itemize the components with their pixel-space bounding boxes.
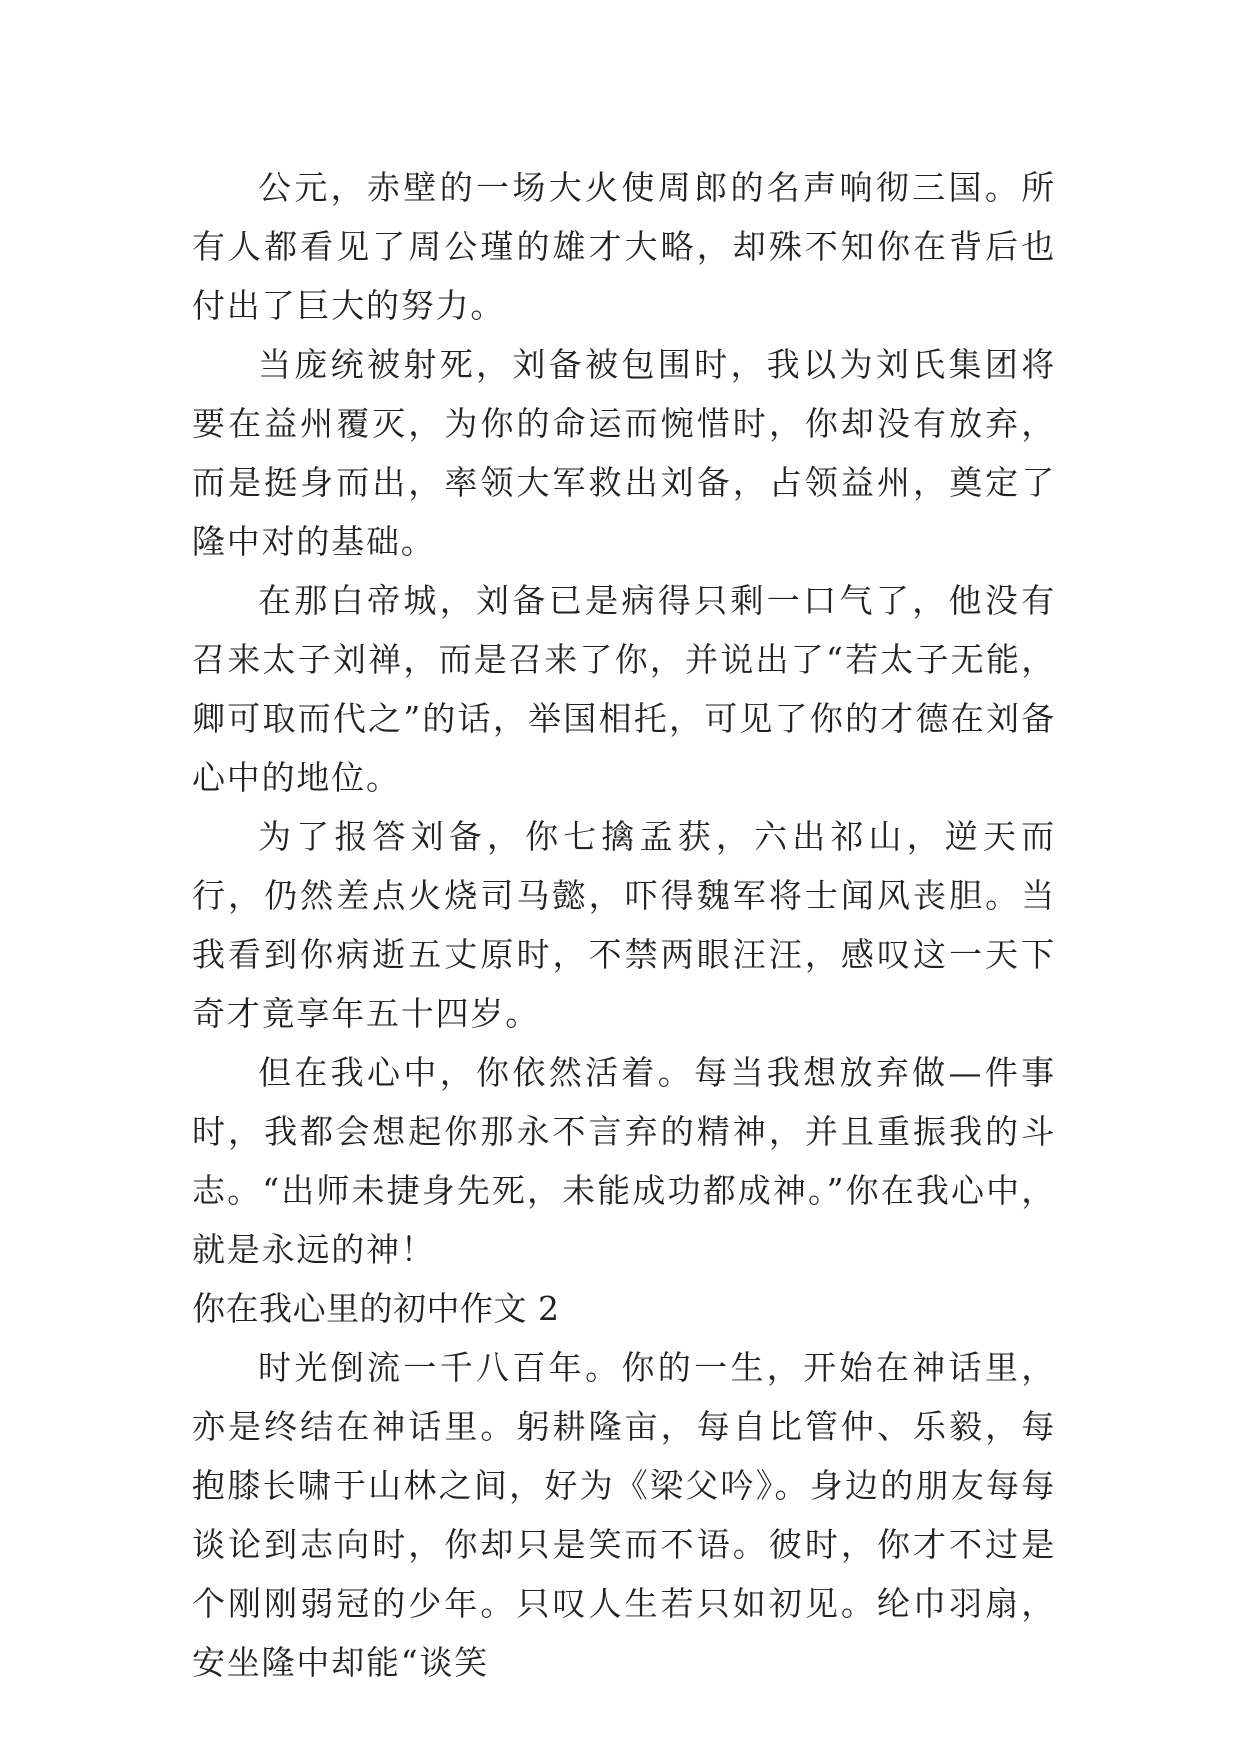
paragraph: 为了报答刘备，你七擒孟获，六出祁山，逆天而行，仍然差点火烧司马懿，吓得魏军将士闻风丧胆。当我看到你病逝五丈原时，不禁两眼汪汪，感叹这一天下奇才竟享年五十四岁。 bbox=[192, 817, 1056, 1033]
paragraph: 时光倒流一千八百年。你的一生，开始在神话里，亦是终结在神话里。躬耕隆亩，每自比管仲、乐毅，每抱膝长啸于山林之间，好为《梁父吟》。身边的朋友每每谈论到志向时，你却只是笑而不语。彼时，你才不过是个刚刚弱冠的少年。只叹人生若只如初见。纶巾羽扇，安坐隆中却能“谈笑 bbox=[192, 1348, 1056, 1682]
paragraph: 公元，赤壁的一场大火使周郎的名声响彻三国。所有人都看见了周公瑾的雄才大略，却殊不知你在背后也付出了巨大的努力。 bbox=[192, 168, 1056, 325]
paragraph: 但在我心中，你依然活着。每当我想放弃做—件事时，我都会想起你那永不言弃的精神，并且重振我的斗志。“出师未捷身先死，未能成功都成神。”你在我心中，就是永远的神！ bbox=[192, 1053, 1056, 1269]
document-page bbox=[192, 158, 1056, 1692]
essay-heading: 你在我心里的初中作文 2 bbox=[192, 1289, 560, 1328]
paragraph: 当庞统被射死，刘备被包围时，我以为刘氏集团将要在益州覆灭，为你的命运而惋惜时，你却没有放弃，而是挺身而出，率领大军救出刘备，占领益州，奠定了隆中对的基础。 bbox=[192, 345, 1056, 561]
paragraph: 在那白帝城，刘备已是病得只剩一口气了，他没有召来太子刘禅，而是召来了你，并说出了“若太子无能，卿可取而代之”的话，举国相托，可见了你的才德在刘备心中的地位。 bbox=[192, 581, 1056, 797]
